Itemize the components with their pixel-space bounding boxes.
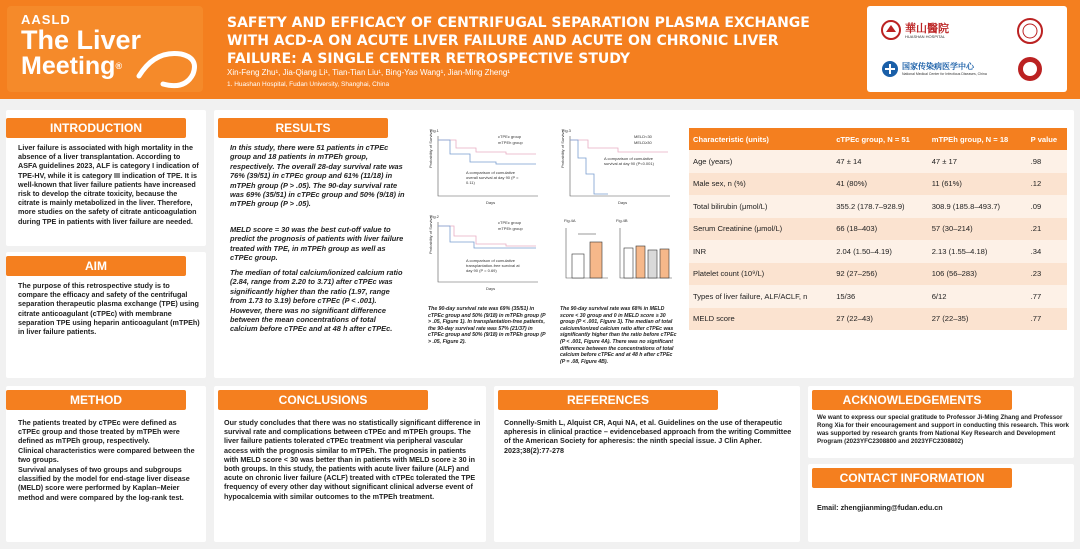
figure-1 (428, 128, 543, 208)
table-row (689, 173, 1067, 196)
fig3-note: A comparison of cumulative survival at day 90 (P<0.001) (604, 156, 654, 166)
table-cell: 27 (22–43) (832, 308, 928, 331)
institution-logos (867, 6, 1067, 92)
table-cell: 92 (27–256) (832, 263, 928, 286)
fig3-ylabel: Probability of Survival (560, 129, 565, 168)
table-cell: 41 (80%) (832, 173, 928, 196)
medical-center-name: 国家传染病医学中心 (902, 62, 974, 71)
table-cell: INR (689, 240, 832, 263)
table-cell: 66 (18–403) (832, 218, 928, 241)
method-p1: The patients treated by cTPEc were defined as cTPEc group and those treated by mTPEh were defined as mTPEh group, respectively. (18, 418, 180, 446)
liver-swirl-icon (135, 46, 201, 92)
figure-2 (428, 214, 543, 294)
table-cell: Age (years) (689, 150, 832, 173)
table-cell: Male sex, n (%) (689, 173, 832, 196)
figure-3 (560, 128, 675, 208)
results-caption-2: The 90-day survival rate was 68% in MELD score < 30 group and 0 in MELD score ≥ 30 group (P < .001, Figure 3). The median of total calcium/ionized calcium ratio after cTPEc was significantly higher than the ratio before cTPEc (P < .001, Figure 4A). There was no significant difference between the concentrations of total calcium before cTPEc and at 48 h after cTPEc (P = .08, Figure 4B). (560, 306, 677, 365)
fudan-seal-icon (1017, 18, 1043, 44)
table-row (689, 150, 1067, 173)
aasld-logo (7, 6, 203, 92)
fig2-label: Fig.2 (430, 214, 439, 219)
table-header-row (689, 128, 1067, 150)
aim-heading: AIM (6, 256, 186, 276)
table-row (689, 195, 1067, 218)
huashan-name: 華山醫院 (905, 22, 949, 35)
table-header: Characteristic (units) (689, 128, 832, 150)
authors: Xin-Feng Zhu¹, Jia-Qiang Li¹, Tian-Tian Liu¹, Bing-Yao Wang¹, Jian-Ming Zheng¹ (227, 68, 510, 77)
table-row (689, 218, 1067, 241)
table-cell: 308.9 (185.8–493.7) (928, 195, 1027, 218)
results-caption-1: The 90-day survival rate was 69% (35/51) in cTPEc group and 50% (9/18) in mTPEh group (P > .05, Figure 1). In transplantation-free patients, the 90-day survival rate was 57% (21/37) in cTPEc group and 50% (9/18) in mTPEh group (P > .05, Figure 2). (428, 306, 546, 345)
fig3-plot (568, 134, 672, 198)
table-cell: .23 (1027, 263, 1067, 286)
fig4b-label: Fig.4B (616, 218, 628, 223)
huashan-emblem-icon (881, 20, 901, 40)
table-row (689, 308, 1067, 331)
table-cell: 47 ± 14 (832, 150, 928, 173)
table-cell: .77 (1027, 308, 1067, 331)
fig3-xlabel: Days (618, 200, 628, 205)
huashan-sub: HUASHAN HOSPITAL (905, 34, 946, 39)
results-p2: MELD score = 30 was the best cut-off value to predict the prognosis of patients with liver failure treated with TPE, in mTPEh group as well as cTPEc group. (230, 225, 404, 263)
results-p1: In this study, there were 51 patients in cTPEc group and 18 patients in mTPEh group, respectively. The overall 28-day survival rate was 76% (39/51) in cTPEc group and 61% (11/18) in mTPEh group (P > .05). The 90-day survival rate was 69% (35/51) in cTPEc group and 50% (9/18) in mTPEh group (P > .05). (230, 143, 405, 209)
introduction-text: Liver failure is associated with high mortality in the absence of a liver transplantation. According to ASFA guidelines 2023, ALF is category I indication of TPE-HV, while it is category III indication of TPE. It is well-known that liver failure patients have increased risk to develop the citrate toxicity, because the citrate is mainly metabolized in the liver. Therefore, more studies on the safety of citrate anticoagulation during TPE in patients with liver failure are needed. (18, 143, 199, 226)
medical-center-sub: National Medical Center for Infectious Diseases, China (902, 72, 987, 76)
table-cell: 6/12 (928, 285, 1027, 308)
fig2-ylabel: Probability of Survival (428, 215, 433, 254)
fig4a-label: Fig.4A (564, 218, 576, 223)
fig3-legend-2: MELD≥30 (634, 140, 652, 145)
method-p2: Clinical characteristics were compared between the two groups. (18, 446, 195, 465)
fig1-legend-2: mTPEh group (498, 140, 523, 145)
results-p3: The median of total calcium/ionized calcium ratio (2.84, range from 2.20 to 3.71) after cTPEc was significantly higher than the ratio (1.97, range from 1.73 to 3.19) before cTPEc (P < .001). However, there was no significant difference between the mean concentrations of total calcium before cTPEc and at 48 h after cTPEc. (230, 268, 403, 334)
fig1-ylabel: Probability of Survival (428, 129, 433, 168)
table-cell: 106 (56–283) (928, 263, 1027, 286)
table-cell: 47 ± 17 (928, 150, 1027, 173)
logo-reg: ® (115, 61, 123, 71)
fig2-plot (436, 220, 540, 284)
references-text: Connelly-Smith L, Alquist CR, Aqui NA, et al. Guidelines on the use of therapeutic apheresis in clinical practice – evidencebased approach from the writing Committee of the American Society for apheresis: the ninth special issue. J Clin Apher. 2023;38(2):77-278 (504, 418, 792, 455)
fig1-label: Fig.1 (430, 128, 439, 133)
method-p3: Survival analyses of two groups and subgroups classified by the model for end-stage liver disease (MELD) score were performed by Kaplan–Meier method and were compared by the log-rank test. (18, 465, 190, 502)
fig2-note: A comparison of cumulative transplantation-free survival at day 90 (P = 0.69) (466, 258, 520, 273)
table-cell: .98 (1027, 150, 1067, 173)
table-cell: .34 (1027, 240, 1067, 263)
figure-4 (560, 214, 675, 294)
table-cell: Platelet count (10⁹/L) (689, 263, 832, 286)
table-cell: Serum Creatinine (μmol/L) (689, 218, 832, 241)
table-cell: .12 (1027, 173, 1067, 196)
contact-email[interactable]: Email: zhengjianming@fudan.edu.cn (817, 503, 943, 512)
table-body (689, 150, 1067, 330)
conclusions-heading: CONCLUSIONS (218, 390, 428, 410)
acknowledgements-text: We want to express our special gratitude to Professor Ji-Ming Zhang and Professor Rong Xia for their encouragement and support in conducting this research. This work was supported by research grants from National Key Research and Development Program (2023YFC2308800 and 2023YFC2308802) (817, 414, 1070, 445)
introduction-heading: INTRODUCTION (6, 118, 186, 138)
fig3-label: Fig.3 (562, 128, 571, 133)
table-cell: MELD score (689, 308, 832, 331)
fig4-bars (562, 224, 674, 284)
aim-text: The purpose of this retrospective study is to compare the efficacy and safety of the centrifugal separation therapeutic plasma exchange (TPE) using citrate anticoagulant (cTPEc) with membrane separation TPE using heparin anticoagulant (mTPEh) in liver failure patients. (18, 281, 200, 337)
table-row (689, 240, 1067, 263)
method-heading: METHOD (6, 390, 186, 410)
fig1-xlabel: Days (486, 200, 496, 205)
logo-line1: AASLD (21, 12, 71, 27)
table-header: cTPEc group, N = 51 (832, 128, 928, 150)
references-heading: REFERENCES (498, 390, 718, 410)
table-cell: .21 (1027, 218, 1067, 241)
results-heading: RESULTS (218, 118, 388, 138)
table-cell: 15/36 (832, 285, 928, 308)
fig2-xlabel: Days (486, 286, 496, 291)
table-cell: .77 (1027, 285, 1067, 308)
hospital-seal-icon (1017, 56, 1043, 82)
fig1-legend-1: cTPEc group (498, 134, 522, 139)
table-cell: 57 (30–214) (928, 218, 1027, 241)
poster-title: SAFETY AND EFFICACY OF CENTRIFUGAL SEPARATION PLASMA EXCHANGE WITH ACD-A ON ACUTE LIVER FAILURE AND ACUTE ON CHRONIC LIVER FAILURE: A SINGLE CENTER RETROSPECTIVE STUDY (227, 15, 810, 67)
table-cell: Total bilirubin (μmol/L) (689, 195, 832, 218)
acknowledgements-heading: ACKNOWLEDGEMENTS (812, 390, 1012, 410)
table-cell: 11 (61%) (928, 173, 1027, 196)
table-header: mTPEh group, N = 18 (928, 128, 1027, 150)
logo-line2: The Liver (21, 25, 142, 55)
table-cell: 27 (22–35) (928, 308, 1027, 331)
table-row (689, 285, 1067, 308)
conclusions-text: Our study concludes that there was no statistically significant difference in survival rate and complications between cTPEc and mTPEh groups. The liver failure patients tolerated cTPEc treatment via peripheral vascular access with the prognosis similar to mTPEh. The prognosis in patients with MELD score < 30 was better than in patients with MELD score ≥ 30 in both groups. In this study, the patients with acute liver failure (ALF) and acute on chronic liver failure (ACLF) treated with cTPEc tolerated the TPE frequency of every other day without significant clinical adverse event of hypocalcemia with similar outcomes to the mTPEh treatment. (224, 418, 481, 501)
characteristics-table (689, 128, 1067, 330)
table-cell: 2.13 (1.55–4.18) (928, 240, 1027, 263)
header-banner (0, 0, 1080, 99)
logo-line3-text: Meeting (21, 52, 116, 80)
affiliation: 1. Huashan Hospital, Fudan University, Shanghai, China (227, 81, 390, 88)
medical-center-icon (881, 60, 899, 78)
contact-heading: CONTACT INFORMATION (812, 468, 1012, 488)
fig2-legend-2: mTPEh group (498, 226, 523, 231)
fig1-note: A comparison of cumulative overall survival at day 90 (P = 0.11) (466, 170, 519, 185)
table-header: P value (1027, 128, 1067, 150)
table-row (689, 263, 1067, 286)
table-cell: 2.04 (1.50–4.19) (832, 240, 928, 263)
table-cell: .09 (1027, 195, 1067, 218)
table-cell: 355.2 (178.7–928.9) (832, 195, 928, 218)
fig3-legend-1: MELD<30 (634, 134, 652, 139)
fig2-legend-1: cTPEc group (498, 220, 522, 225)
table-cell: Types of liver failure, ALF/ACLF, n (689, 285, 832, 308)
fig1-plot (436, 134, 540, 198)
